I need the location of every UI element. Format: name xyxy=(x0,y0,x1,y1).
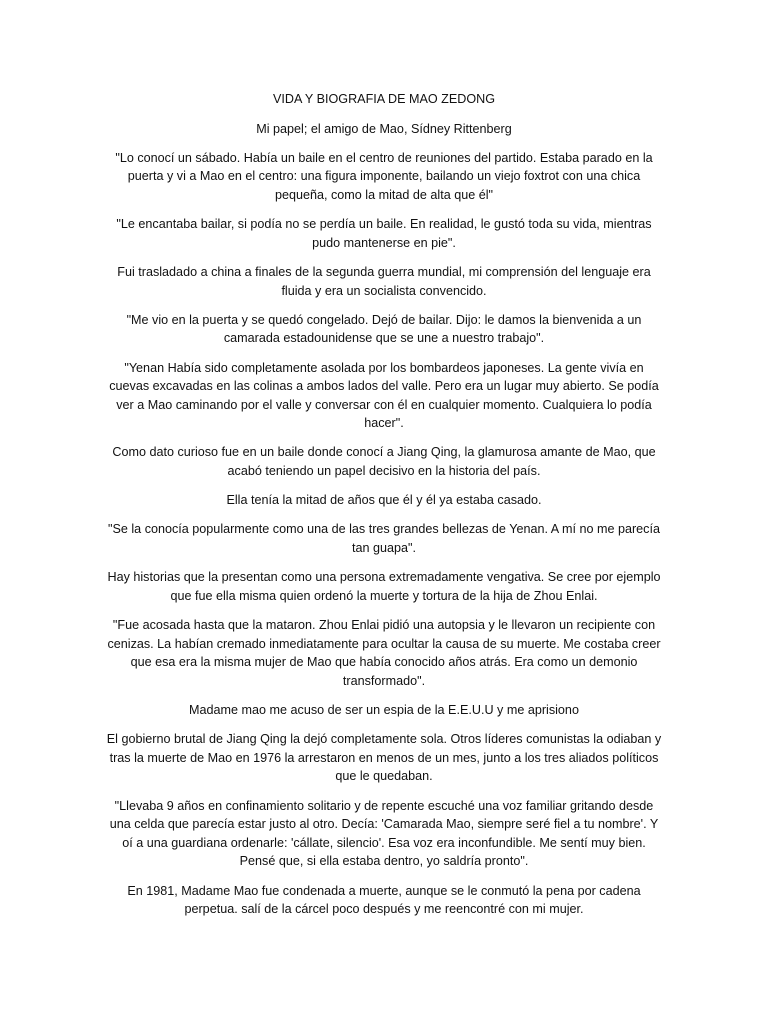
paragraph: "Lo conocí un sábado. Había un baile en el centro de reuniones del partido. Estaba parado en la puerta y vi a Mao en el centro: una figura imponente, bailando un viejo foxtrot con una chica pequeña, como la mitad de alta que él" xyxy=(115,150,653,202)
paragraph: "Me vio en la puerta y se quedó congelado. Dejó de bailar. Dijo: le damos la bienvenida a un camarada estadounidense que se une a nuestro trabajo". xyxy=(126,312,642,346)
paragraph: El gobierno brutal de Jiang Qing la dejó completamente sola. Otros líderes comunistas la odiaban y tras la muerte de Mao en 1976 la arrestaron en menos de un mes, junto a los tres aliados políticos que le quedaban. xyxy=(106,732,662,784)
paragraph: "Se la conocía popularmente como una de las tres grandes bellezas de Yenan. A mí no me parecía tan guapa". xyxy=(108,522,660,556)
paragraph: Fui trasladado a china a finales de la segunda guerra mundial, mi comprensión del lenguaje era fluida y era un socialista convencido. xyxy=(117,264,651,298)
paragraph: "Llevaba 9 años en confinamiento solitario y de repente escuché una voz familiar gritando desde una celda que parecía estar justo al otro. Decía: 'Camarada Mao, siempre seré fiel a tu nombre'. Y oí a una guardiana ordenarle: 'cállate, silencio'. Esa voz era inconfundible. Me sentí muy bien. Pensé que, si ella estaba dentro, yo saldría pronto". xyxy=(109,798,659,869)
paragraph: "Yenan Había sido completamente asolada por los bombardeos japoneses. La gente vivía en cuevas excavadas en las colinas a ambos lados del valle. Pero era un lugar muy abierto. Se podía ver a Mao caminando por el valle y conversar con él en cualquier momento. Cualquiera lo podía hacer". xyxy=(109,360,659,431)
paragraph-subtitle: Mi papel; el amigo de Mao, Sídney Rittenberg xyxy=(256,121,512,136)
paragraph: "Fue acosada hasta que la mataron. Zhou Enlai pidió una autopsia y le llevaron un recipiente con cenizas. La habían cremado inmediatamente para ocultar la causa de su muerte. Me costaba creer que esa era la misma mujer de Mao que había conocido años atrás. Era como un demonio transformado". xyxy=(107,618,661,688)
paragraph: Hay historias que la presentan como una persona extremadamente vengativa. Se cree por ejemplo que fue ella misma quien ordenó la muerte y tortura de la hija de Zhou Enlai. xyxy=(107,570,661,603)
paragraph: Ella tenía la mitad de años que él y él ya estaba casado. xyxy=(226,493,542,508)
paragraph: En 1981, Madame Mao fue condenada a muerte, aunque se le conmutó la pena por cadena perpetua. salí de la cárcel poco después y me reencontré con mi mujer. xyxy=(127,883,641,917)
paragraph: Madame mao me acuso de ser un espia de la E.E.U.U y me aprisiono xyxy=(189,702,579,717)
paragraph: Como dato curioso fue en un baile donde conocí a Jiang Qing, la glamurosa amante de Mao, que acabó teniendo un papel decisivo en la historia del país. xyxy=(112,445,656,479)
paragraph: "Le encantaba bailar, si podía no se perdía un baile. En realidad, le gustó toda su vida, mientras pudo mantenerse en pie". xyxy=(116,217,652,250)
document-body xyxy=(104,90,664,929)
document-title: VIDA Y BIOGRAFIA DE MAO ZEDONG xyxy=(272,92,496,106)
